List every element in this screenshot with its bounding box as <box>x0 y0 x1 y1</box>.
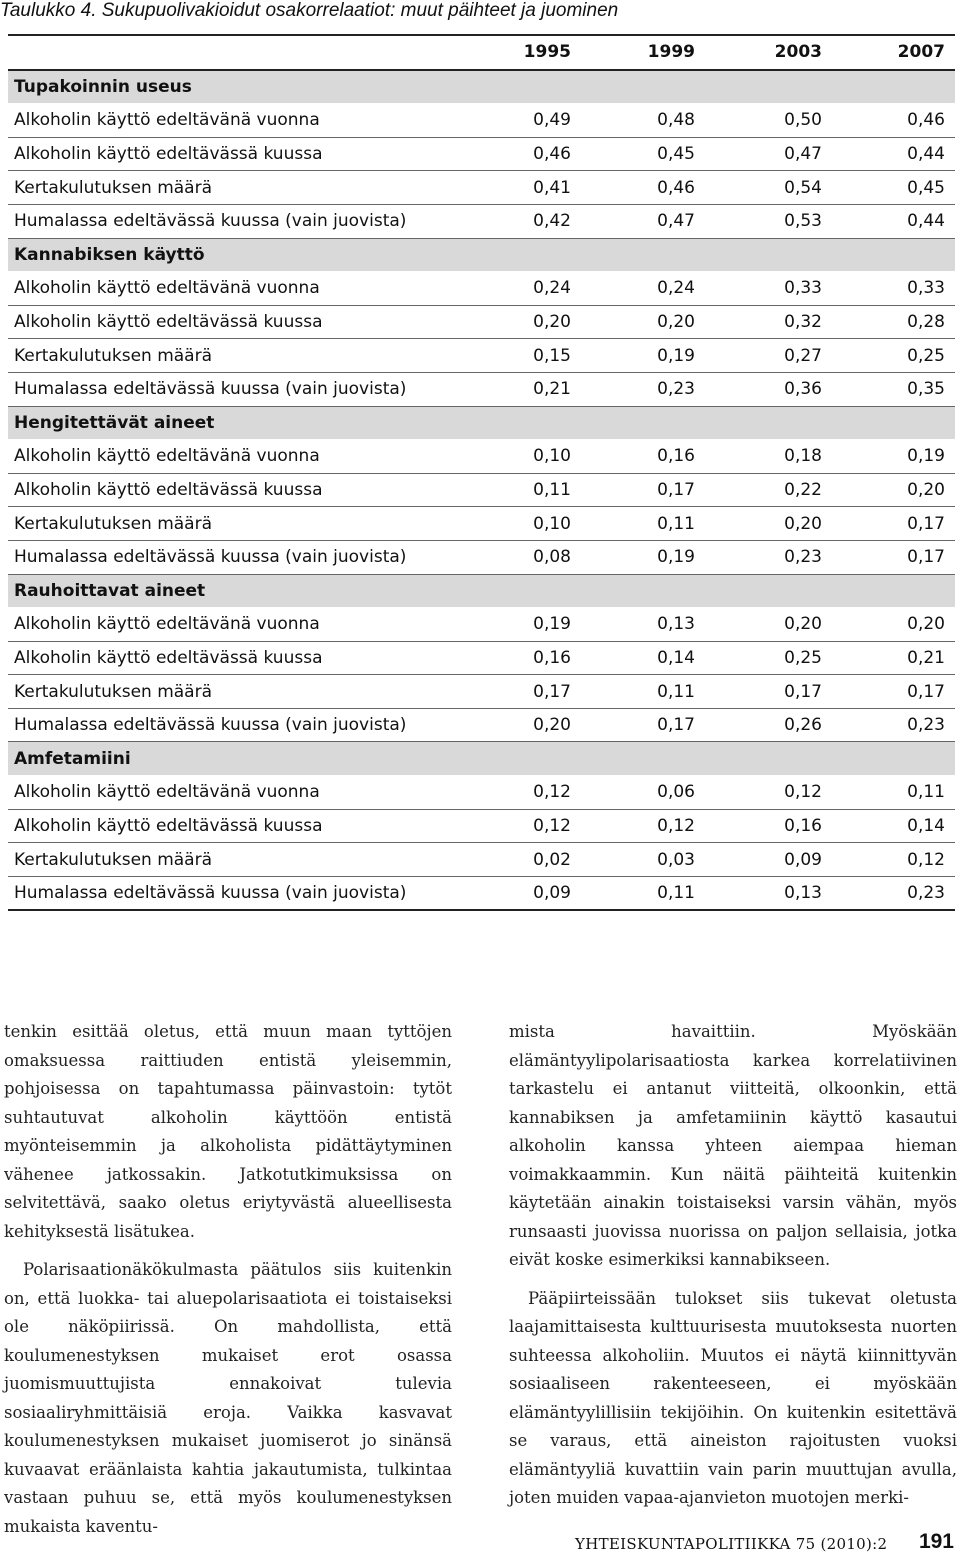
row-label: Alkoholin käyttö edeltävänä vuonna <box>8 440 463 474</box>
page-number: 191 <box>918 1530 954 1553</box>
header-blank <box>8 35 463 70</box>
table-row <box>8 104 955 138</box>
body-column-left <box>4 1018 452 1541</box>
cell-value: 0,11 <box>832 776 955 810</box>
cell-value: 0,44 <box>832 137 955 171</box>
cell-value: 0,44 <box>832 204 955 238</box>
cell-value: 0,14 <box>581 641 705 675</box>
cell-value: 0,23 <box>705 540 832 574</box>
cell-value: 0,32 <box>705 305 832 339</box>
cell-value: 0,17 <box>705 675 832 709</box>
row-label: Alkoholin käyttö edeltävässä kuussa <box>8 641 463 675</box>
cell-value: 0,16 <box>705 809 832 843</box>
cell-value: 0,17 <box>463 675 581 709</box>
cell-value: 0,16 <box>463 641 581 675</box>
row-label: Humalassa edeltävässä kuussa (vain juovista) <box>8 204 463 238</box>
cell-value: 0,21 <box>832 641 955 675</box>
cell-value: 0,02 <box>463 843 581 877</box>
cell-value: 0,50 <box>705 104 832 138</box>
row-label: Alkoholin käyttö edeltävänä vuonna <box>8 776 463 810</box>
row-label: Alkoholin käyttö edeltävänä vuonna <box>8 272 463 306</box>
table-row <box>8 809 955 843</box>
cell-value: 0,25 <box>832 339 955 373</box>
cell-value: 0,11 <box>581 675 705 709</box>
cell-value: 0,14 <box>832 809 955 843</box>
cell-value: 0,42 <box>463 204 581 238</box>
cell-value: 0,22 <box>705 473 832 507</box>
cell-value: 0,19 <box>581 339 705 373</box>
table-row <box>8 608 955 642</box>
section-row <box>8 406 955 440</box>
cell-value: 0,06 <box>581 776 705 810</box>
cell-value: 0,15 <box>463 339 581 373</box>
cell-value: 0,27 <box>705 339 832 373</box>
cell-value: 0,10 <box>463 507 581 541</box>
cell-value: 0,19 <box>832 440 955 474</box>
cell-value: 0,26 <box>705 708 832 742</box>
cell-value: 0,12 <box>581 809 705 843</box>
cell-value: 0,21 <box>463 372 581 406</box>
table-row <box>8 440 955 474</box>
cell-value: 0,54 <box>705 171 832 205</box>
section-title: Tupakoinnin useus <box>8 70 955 104</box>
table-row <box>8 171 955 205</box>
cell-value: 0,13 <box>581 608 705 642</box>
body-column-right <box>509 1018 957 1513</box>
cell-value: 0,10 <box>463 440 581 474</box>
paragraph: mista havaittiin. Myöskään elämäntyylipolarisaatiosta karkea korrelatiivinen tarkastelu ei antanut viitteitä, olkoonkin, että kannabiksen ja amfetamiinin käyttö kasautui alkoholin kanssa yhteen aiempaa hieman voimakkaammin. Kun näitä päihteitä kuitenkin käytetään ainakin toistaiseksi varsin vähän, myös runsaasti juovissa nuorissa on paljon sellaisia, jotka eivät koske esimerkiksi kannabikseen. <box>509 1022 957 1269</box>
correlation-table <box>8 34 955 911</box>
paragraph: Pääpiirteissään tulokset siis tukevat oletusta laajamittaisesta kulttuurisesta muutoksesta nuorten suhteessa alkoholiin. Muutos ei näytä kiinnittyvän sosiaaliseen rakenteeseen, ei myöskään elämäntyylillisiin tekijöihin. On kuitenkin esitettävä se varaus, että aineiston rajoitusten vuoksi elämäntyyliä kuvattiin vain parin muuttujan avulla, joten muiden vapaa-ajanvieton muotojen merki- <box>509 1288 957 1507</box>
cell-value: 0,23 <box>832 876 955 910</box>
row-label: Humalassa edeltävässä kuussa (vain juovista) <box>8 540 463 574</box>
table-row <box>8 708 955 742</box>
cell-value: 0,41 <box>463 171 581 205</box>
cell-value: 0,47 <box>581 204 705 238</box>
row-label: Humalassa edeltävässä kuussa (vain juovista) <box>8 876 463 910</box>
cell-value: 0,12 <box>463 809 581 843</box>
table-header-row <box>8 35 955 70</box>
table-caption: Taulukko 4. Sukupuolivakioidut osakorrelaatiot: muut päihteet ja juominen <box>0 0 619 21</box>
header-year: 2007 <box>832 35 955 70</box>
table-row <box>8 675 955 709</box>
header-year: 1995 <box>463 35 581 70</box>
cell-value: 0,20 <box>463 708 581 742</box>
cell-value: 0,17 <box>832 507 955 541</box>
table-row <box>8 305 955 339</box>
cell-value: 0,16 <box>581 440 705 474</box>
cell-value: 0,11 <box>463 473 581 507</box>
paragraph: tenkin esittää oletus, että muun maan tyttöjen omaksuessa raittiuden entistä yleisemmin, pohjoisessa on tapahtumassa päinvastoin: tytöt suhtautuvat alkoholin käyttöön entistä myönteisemmin ja alkoholista pidättäytyminen vähenee jatkossakin. Jatkotutkimuksissa on selvitettävä, saako oletus eriytyvästä alueellisesta kehityksestä lisätukea. <box>4 1022 452 1241</box>
cell-value: 0,20 <box>463 305 581 339</box>
cell-value: 0,20 <box>705 608 832 642</box>
cell-value: 0,46 <box>463 137 581 171</box>
header-year: 1999 <box>581 35 705 70</box>
row-label: Alkoholin käyttö edeltävänä vuonna <box>8 104 463 138</box>
section-row <box>8 238 955 272</box>
table-row <box>8 473 955 507</box>
row-label: Alkoholin käyttö edeltävänä vuonna <box>8 608 463 642</box>
cell-value: 0,11 <box>581 876 705 910</box>
table-row <box>8 372 955 406</box>
cell-value: 0,23 <box>581 372 705 406</box>
table-row <box>8 507 955 541</box>
cell-value: 0,09 <box>463 876 581 910</box>
cell-value: 0,20 <box>581 305 705 339</box>
row-label: Humalassa edeltävässä kuussa (vain juovista) <box>8 708 463 742</box>
row-label: Kertakulutuksen määrä <box>8 171 463 205</box>
row-label: Kertakulutuksen määrä <box>8 675 463 709</box>
table-row <box>8 272 955 306</box>
cell-value: 0,46 <box>581 171 705 205</box>
cell-value: 0,17 <box>832 675 955 709</box>
cell-value: 0,17 <box>832 540 955 574</box>
journal-footer: YHTEISKUNTAPOLITIIKKA 75 (2010):2 <box>575 1535 888 1553</box>
cell-value: 0,45 <box>581 137 705 171</box>
cell-value: 0,12 <box>832 843 955 877</box>
cell-value: 0,17 <box>581 708 705 742</box>
cell-value: 0,11 <box>581 507 705 541</box>
table-row <box>8 339 955 373</box>
cell-value: 0,33 <box>705 272 832 306</box>
section-row <box>8 742 955 776</box>
row-label: Kertakulutuksen määrä <box>8 507 463 541</box>
cell-value: 0,28 <box>832 305 955 339</box>
cell-value: 0,03 <box>581 843 705 877</box>
cell-value: 0,12 <box>705 776 832 810</box>
cell-value: 0,46 <box>832 104 955 138</box>
cell-value: 0,49 <box>463 104 581 138</box>
section-title: Kannabiksen käyttö <box>8 238 955 272</box>
cell-value: 0,18 <box>705 440 832 474</box>
table-row <box>8 776 955 810</box>
cell-value: 0,47 <box>705 137 832 171</box>
cell-value: 0,13 <box>705 876 832 910</box>
table-row <box>8 843 955 877</box>
cell-value: 0,12 <box>463 776 581 810</box>
row-label: Alkoholin käyttö edeltävässä kuussa <box>8 473 463 507</box>
row-label: Kertakulutuksen määrä <box>8 339 463 373</box>
cell-value: 0,08 <box>463 540 581 574</box>
table-row <box>8 204 955 238</box>
paragraph: Polarisaationäkökulmasta päätulos siis kuitenkin on, että luokka- tai aluepolarisaatiota ei toistaiseksi ole näköpiirissä. On mahdollista, että koulumenestyksen mukaiset erot osassa juomismuuttujista ennakoivat tulevia sosiaaliryhmittäisiä eroja. Vaikka kasvavat koulumenestyksen mukaiset juomiserot jo sinänsä kuvaavat eräänlaista kahtia jakautumista, tulkintaa vastaan puhuu se, että myös koulumenestyksen mukaista kaventu- <box>4 1260 452 1536</box>
section-title: Rauhoittavat aineet <box>8 574 955 608</box>
row-label: Alkoholin käyttö edeltävässä kuussa <box>8 137 463 171</box>
table-row <box>8 540 955 574</box>
table-row <box>8 876 955 910</box>
section-title: Amfetamiini <box>8 742 955 776</box>
section-row <box>8 70 955 104</box>
row-label: Kertakulutuksen määrä <box>8 843 463 877</box>
section-row <box>8 574 955 608</box>
table-row <box>8 137 955 171</box>
cell-value: 0,23 <box>832 708 955 742</box>
cell-value: 0,25 <box>705 641 832 675</box>
section-title: Hengitettävät aineet <box>8 406 955 440</box>
cell-value: 0,24 <box>581 272 705 306</box>
cell-value: 0,19 <box>463 608 581 642</box>
header-year: 2003 <box>705 35 832 70</box>
cell-value: 0,35 <box>832 372 955 406</box>
cell-value: 0,20 <box>832 473 955 507</box>
cell-value: 0,17 <box>581 473 705 507</box>
row-label: Alkoholin käyttö edeltävässä kuussa <box>8 809 463 843</box>
cell-value: 0,45 <box>832 171 955 205</box>
row-label: Humalassa edeltävässä kuussa (vain juovista) <box>8 372 463 406</box>
cell-value: 0,48 <box>581 104 705 138</box>
row-label: Alkoholin käyttö edeltävässä kuussa <box>8 305 463 339</box>
cell-value: 0,19 <box>581 540 705 574</box>
cell-value: 0,33 <box>832 272 955 306</box>
cell-value: 0,53 <box>705 204 832 238</box>
cell-value: 0,09 <box>705 843 832 877</box>
cell-value: 0,24 <box>463 272 581 306</box>
table-row <box>8 641 955 675</box>
cell-value: 0,20 <box>832 608 955 642</box>
cell-value: 0,20 <box>705 507 832 541</box>
cell-value: 0,36 <box>705 372 832 406</box>
